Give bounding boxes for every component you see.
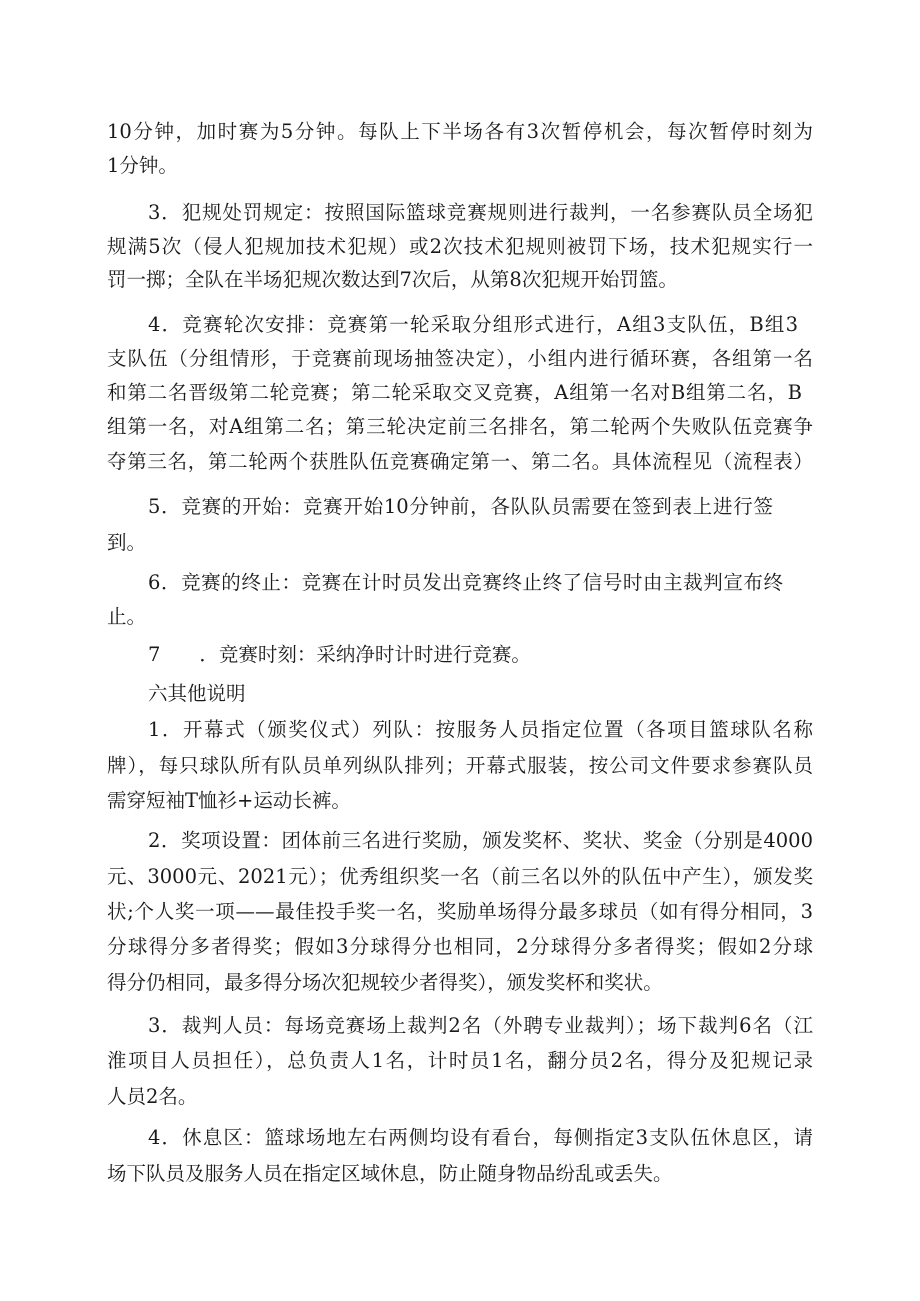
text-line: 分球得分多者得奖；假如3分球得分也相同，2分球得分多者得奖；假如2分球 xyxy=(107,935,813,958)
text-line: 5．竞赛的开始：竞赛开始10分钟前，各队队员需要在签到表上进行签 xyxy=(148,495,773,518)
text-line: 夺第三名，第二轮两个获胜队伍竞赛确定第一、第二名。具体流程见（流程表） xyxy=(107,450,813,473)
text-line: 4．竞赛轮次安排：竞赛第一轮采取分组形式进行，A组3支队伍，B组3 xyxy=(148,313,798,336)
text-line: 6．竞赛的终止：竞赛在计时员发出竞赛终止终了信号时由主裁判宣布终 xyxy=(148,571,783,594)
text-line: 10分钟，加时赛为5分钟。每队上下半场各有3次暂停机会，每次暂停时刻为 xyxy=(107,120,813,143)
text-line: 3．裁判人员：每场竞赛场上裁判2名（外聘专业裁判）；场下裁判6名（江 xyxy=(148,1014,813,1037)
text-line: 规满5次（侵人犯规加技术犯规）或2次技术犯规则被罚下场，技术犯规实行一 xyxy=(107,235,813,258)
text-line: 淮项目人员担任），总负责人1名，计时员1名，翻分员2名，得分及犯规记录 xyxy=(107,1049,813,1072)
text-line: 元、3000元、2021元）；优秀组织奖一名（前三名以外的队伍中产生），颁发奖 xyxy=(107,865,813,888)
text-line: 组第一名，对A组第二名；第三轮决定前三名排名，第二轮两个失败队伍竞赛争 xyxy=(107,415,813,438)
text-line: 2．奖项设置：团体前三名进行奖励，颁发奖杯、奖状、奖金（分别是4000 xyxy=(148,829,813,852)
text-line: 止。 xyxy=(107,605,147,628)
text-line: 4．休息区：篮球场地左右两侧均设有看台，每侧指定3支队伍休息区，请 xyxy=(148,1126,813,1149)
text-line: 场下队员及服务人员在指定区域休息，防止随身物品纷乱或丢失。 xyxy=(107,1162,673,1185)
text-line: 支队伍（分组情形，于竞赛前现场抽签决定），小组内进行循环赛，各组第一名 xyxy=(107,347,813,370)
text-line: 牌），每只球队所有队员单列纵队排列；开幕式服装，按公司文件要求参赛队员 xyxy=(107,754,813,777)
text-line: 7 ．竞赛时刻：采纳净时计时进行竞赛。 xyxy=(148,643,531,666)
text-line: 和第二名晋级第二轮竞赛；第二轮采取交叉竞赛，A组第一名对B组第二名，B xyxy=(107,381,802,404)
section-heading: 六其他说明 xyxy=(148,682,246,705)
text-line: 得分仍相同，最多得分场次犯规较少者得奖），颁发奖杯和奖状。 xyxy=(107,971,663,994)
text-line: 1分钟。 xyxy=(107,154,178,177)
text-line: 罚一掷；全队在半场犯规次数达到7次后，从第8次犯规开始罚篮。 xyxy=(107,268,678,291)
text-line: 1．开幕式（颁奖仪式）列队：按服务人员指定位置（各项目篮球队名称 xyxy=(148,718,813,741)
text-line: 人员2名。 xyxy=(107,1085,198,1108)
text-line: 到。 xyxy=(107,531,147,554)
text-line: 需穿短袖T恤衫+运动长裤。 xyxy=(107,789,351,812)
text-line: 3．犯规处罚规定：按照国际篮球竞赛规则进行裁判，一名参赛队员全场犯 xyxy=(148,201,813,224)
text-line: 状;个人奖一项——最佳投手奖一名，奖励单场得分最多球员（如有得分相同，3 xyxy=(107,900,813,923)
